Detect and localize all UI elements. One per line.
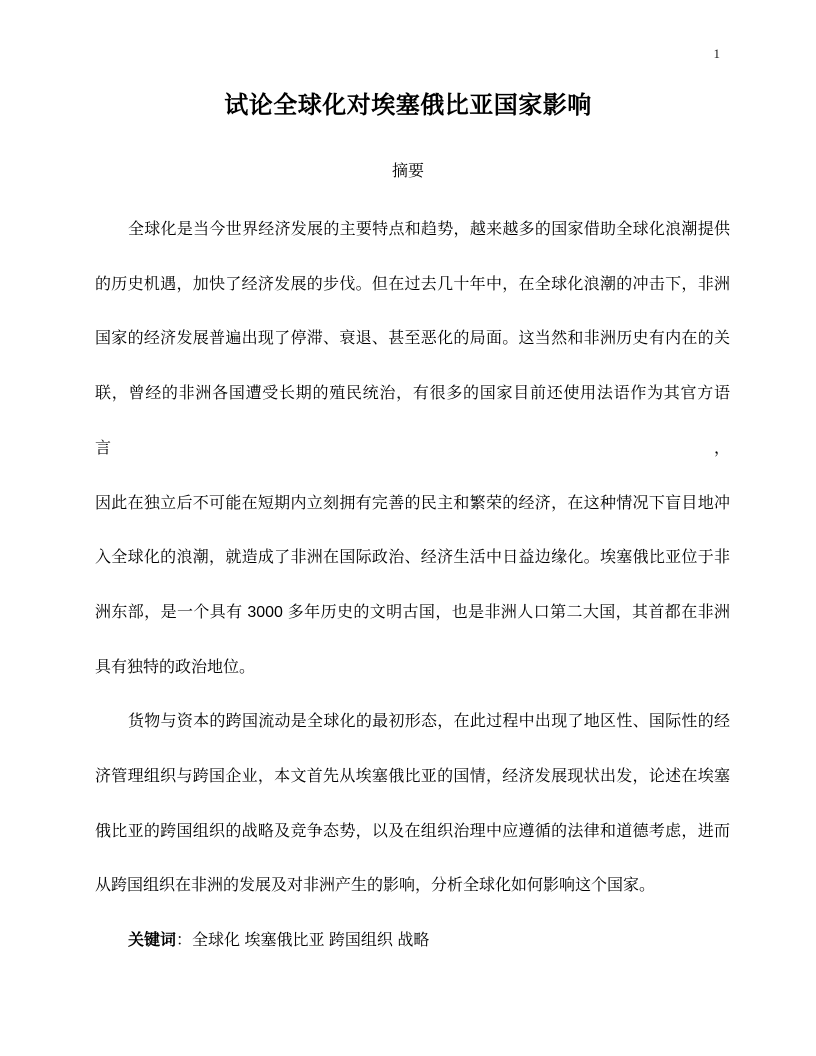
paragraph-line: 入全球化的浪潮，就造成了非洲在国际政治、经济生活中日益边缘化。埃塞俄比亚位于非 — [95, 549, 730, 567]
paragraph-line: 具有独特的政治地位。 — [95, 658, 256, 676]
page-number: 1 — [713, 46, 720, 61]
keywords-text: 全球化 埃塞俄比亚 跨国组织 战略 — [192, 932, 430, 950]
paragraph-line: 全球化是当今世界经济发展的主要特点和趋势，越来越多的国家借助全球化浪潮提供 — [128, 221, 730, 238]
document-title: 试论全球化对埃塞俄比亚国家影响 — [224, 93, 592, 119]
paragraph-line: 联，曾经的非洲各国遭受长期的殖民统治，有很多的国家目前还使用法语作为其官方语言， — [95, 385, 730, 457]
paragraph-line: 的历史机遇，加快了经济发展的步伐。但在过去几十年中，在全球化浪潮的冲击下，非洲 — [95, 275, 730, 293]
paragraph-line: 因此在独立后不可能在短期内立刻拥有完善的民主和繁荣的经济，在这种情况下盲目地冲 — [95, 494, 730, 512]
abstract-body — [95, 203, 730, 969]
paragraph-line: 货物与资本的跨国流动是全球化的最初形态，在此过程中出现了地区性、国际性的经 — [128, 713, 730, 731]
keywords-colon: ： — [176, 932, 193, 950]
paragraph-line: 俄比亚的跨国组织的战略及竞争态势，以及在组织治理中应遵循的法律和道德考虑，进而 — [95, 822, 730, 840]
keywords-line — [95, 914, 730, 969]
keywords-label: 关键词 — [128, 932, 177, 950]
paragraph-line: 济管理组织与跨国企业，本文首先从埃塞俄比亚的国情，经济发展现状出发，论述在埃塞 — [95, 768, 730, 786]
paragraph-line: 国家的经济发展普遍出现了停滞、衰退、甚至恶化的局面。这当然和非洲历史有内在的关 — [95, 330, 730, 348]
paragraph-line: 洲东部，是一个具有 3000 多年历史的文明古国，也是非洲人口第二大国，其首都在非洲 — [95, 603, 730, 621]
paragraph-line: 从跨国组织在非洲的发展及对非洲产生的影响，分析全球化如何影响这个国家。 — [95, 877, 656, 895]
abstract-heading: 摘要 — [391, 163, 424, 180]
